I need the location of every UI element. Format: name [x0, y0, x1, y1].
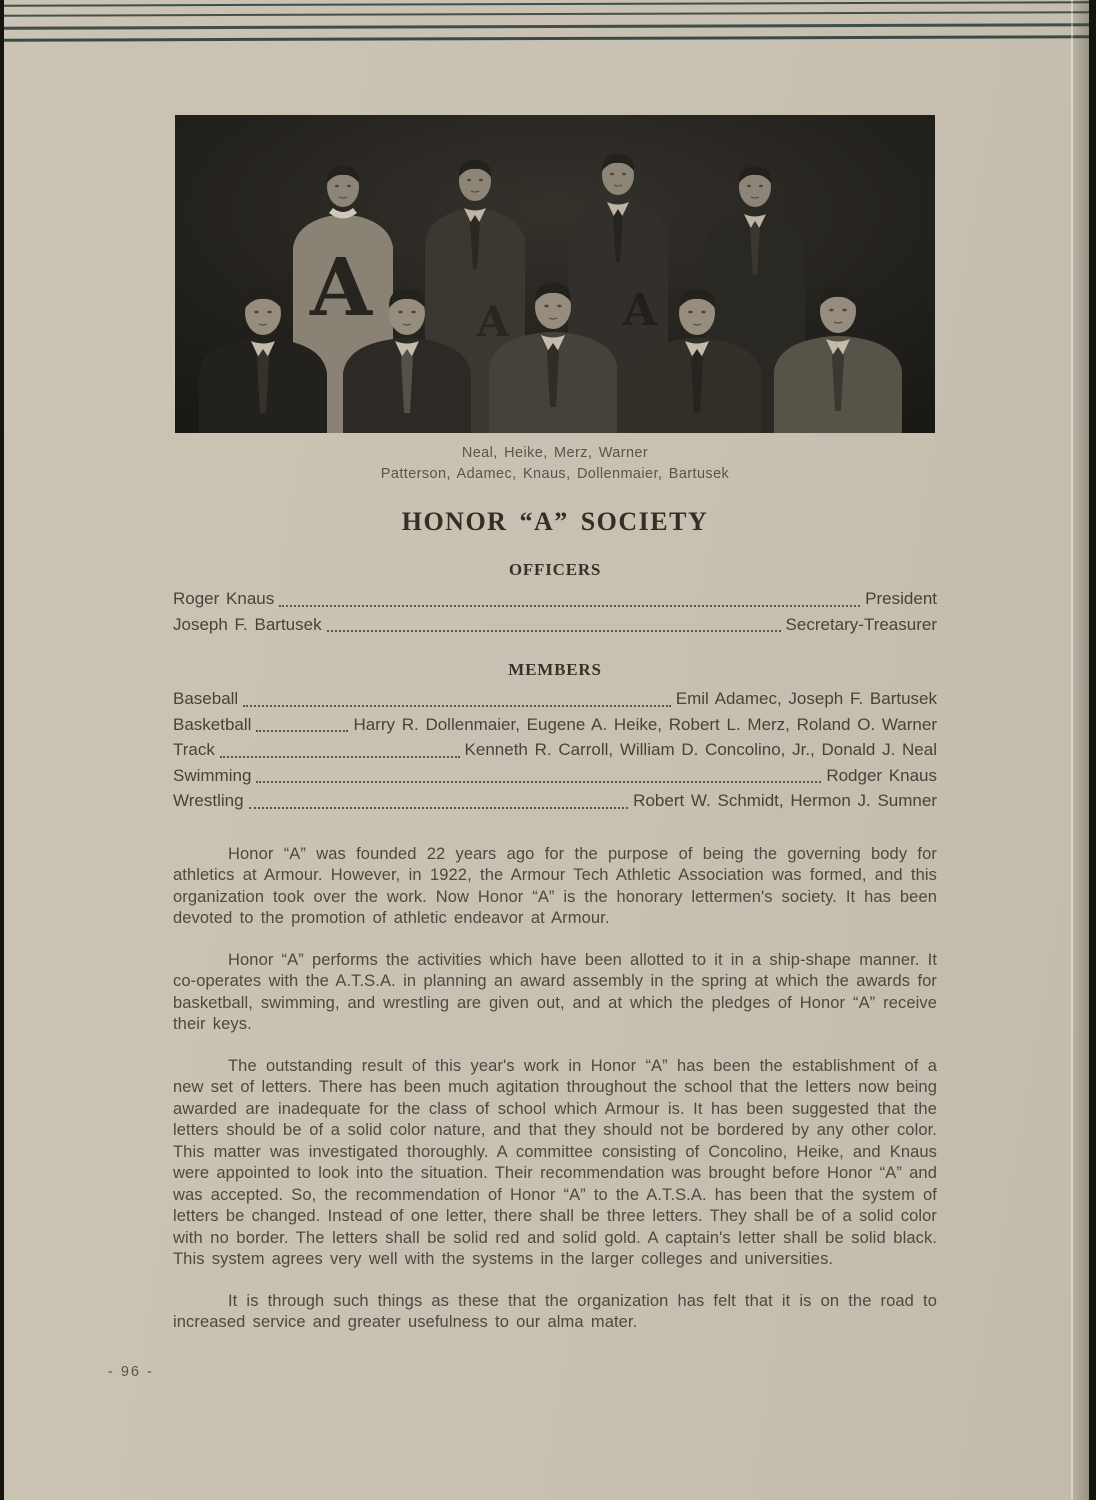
- sport-label: Wrestling: [173, 791, 244, 810]
- page-title: HONOR “A” SOCIETY: [401, 507, 709, 536]
- leader-dots: [243, 705, 671, 707]
- sport-label: Swimming: [173, 765, 252, 785]
- page-edge-shade: [1073, 0, 1089, 1500]
- svg-text:A: A: [309, 240, 373, 334]
- group-photo: [175, 115, 935, 433]
- body-paragraph-1: Honor “A” was founded 22 years ago for the purpose of being the governing body for athletics at Armour. However, in 1922, the Armour Tech Athletic Association was formed, and this organization took over the work. Now Honor “A” is the honorary lettermen's society. It has been devoted to the promotion of athletic endeavor at Armour.: [173, 844, 937, 927]
- body-paragraph-3: The outstanding result of this year's work in Honor “A” has been the establishment of a new set of letters. There has been much agitation throughout the school that the letters now being awarded are inadequate for the class of school which Armour is. It has been suggested that the letters should be of a solid color nature, and that they should not be bordered by any other color. This matter was investigated thoroughly. A committee consisting of Concolino, Heike, and Knaus were appointed to look into the situation. Their recommendation was brought before Honor “A” and was accepted. So, the recommendation of Honor “A” to the A.T.S.A. has been that the system of letters be changed. Instead of one letter, there shall be three letters. They shall be of a solid color with no border. The letters shall be solid red and solid gold. A captain's letter shall be solid black. This system agrees very well with the systems in the larger colleges and universities.: [173, 1056, 937, 1268]
- body-paragraph-4: It is through such things as these that the organization has felt that it is on the road to increased service and greater usefulness to our alma mater.: [173, 1291, 937, 1331]
- member-row: [173, 763, 937, 789]
- member-names: Kenneth R. Carroll, William D. Concolino, Jr., Donald J. Neal: [464, 740, 937, 759]
- page-content: [0, 115, 1096, 1334]
- book-edge: [1089, 0, 1096, 1500]
- members-list: [173, 686, 937, 814]
- officers-list: [173, 586, 937, 637]
- leader-dots: [327, 630, 781, 632]
- decorative-rule: [0, 35, 1096, 41]
- member-row: [173, 686, 937, 712]
- body-paragraph-2: Honor “A” performs the activities which have been allotted to it in a ship-shape manner. It co-operates with the A.T.S.A. in planning an award assembly in the spring at which the awards for basketball, swimming, and wrestling are given out, and at which the pledges of Honor “A” receive their keys.: [173, 950, 937, 1033]
- member-names: Emil Adamec, Joseph F. Bartusek: [675, 689, 937, 708]
- page-number: - 96 -: [108, 1364, 154, 1380]
- sport-label: Baseball: [173, 689, 239, 708]
- decorative-rule: [0, 1, 1096, 6]
- svg-text:A: A: [622, 285, 658, 336]
- leader-dots: [249, 807, 629, 809]
- leader-dots: [220, 756, 460, 758]
- officer-title: Secretary-Treasurer: [785, 614, 937, 634]
- decorative-rule: [0, 23, 1096, 29]
- member-row: [173, 737, 937, 763]
- sport-label: Track: [173, 740, 215, 759]
- member-names: Harry R. Dollenmaier, Eugene A. Heike, Robert L. Merz, Roland O. Warner: [353, 714, 937, 734]
- officers-heading: OFFICERS: [508, 560, 602, 579]
- member-names: Rodger Knaus: [826, 765, 937, 785]
- officer-row: [173, 586, 937, 612]
- leader-dots: [279, 605, 860, 607]
- officer-name: Roger Knaus: [173, 589, 275, 608]
- sport-label: Basketball: [173, 714, 252, 734]
- officer-name: Joseph F. Bartusek: [173, 614, 322, 634]
- officer-row: [173, 612, 937, 638]
- member-names: Robert W. Schmidt, Hermon J. Sumner: [633, 791, 937, 810]
- leader-dots: [256, 781, 821, 783]
- officer-title: President: [865, 589, 937, 608]
- photo-caption-line1: Neal, Heike, Merz, Warner: [461, 445, 649, 461]
- leader-dots: [256, 730, 348, 732]
- member-row: [173, 712, 937, 738]
- member-row: [173, 788, 937, 814]
- photo-caption-line2: Patterson, Adamec, Knaus, Dollenmaier, Bartusek: [380, 466, 730, 482]
- page-left-edge: [0, 0, 4, 1500]
- decorative-rule: [0, 11, 1096, 16]
- photo-caption: [173, 443, 937, 485]
- members-heading: MEMBERS: [508, 660, 602, 679]
- svg-text:A: A: [476, 297, 510, 346]
